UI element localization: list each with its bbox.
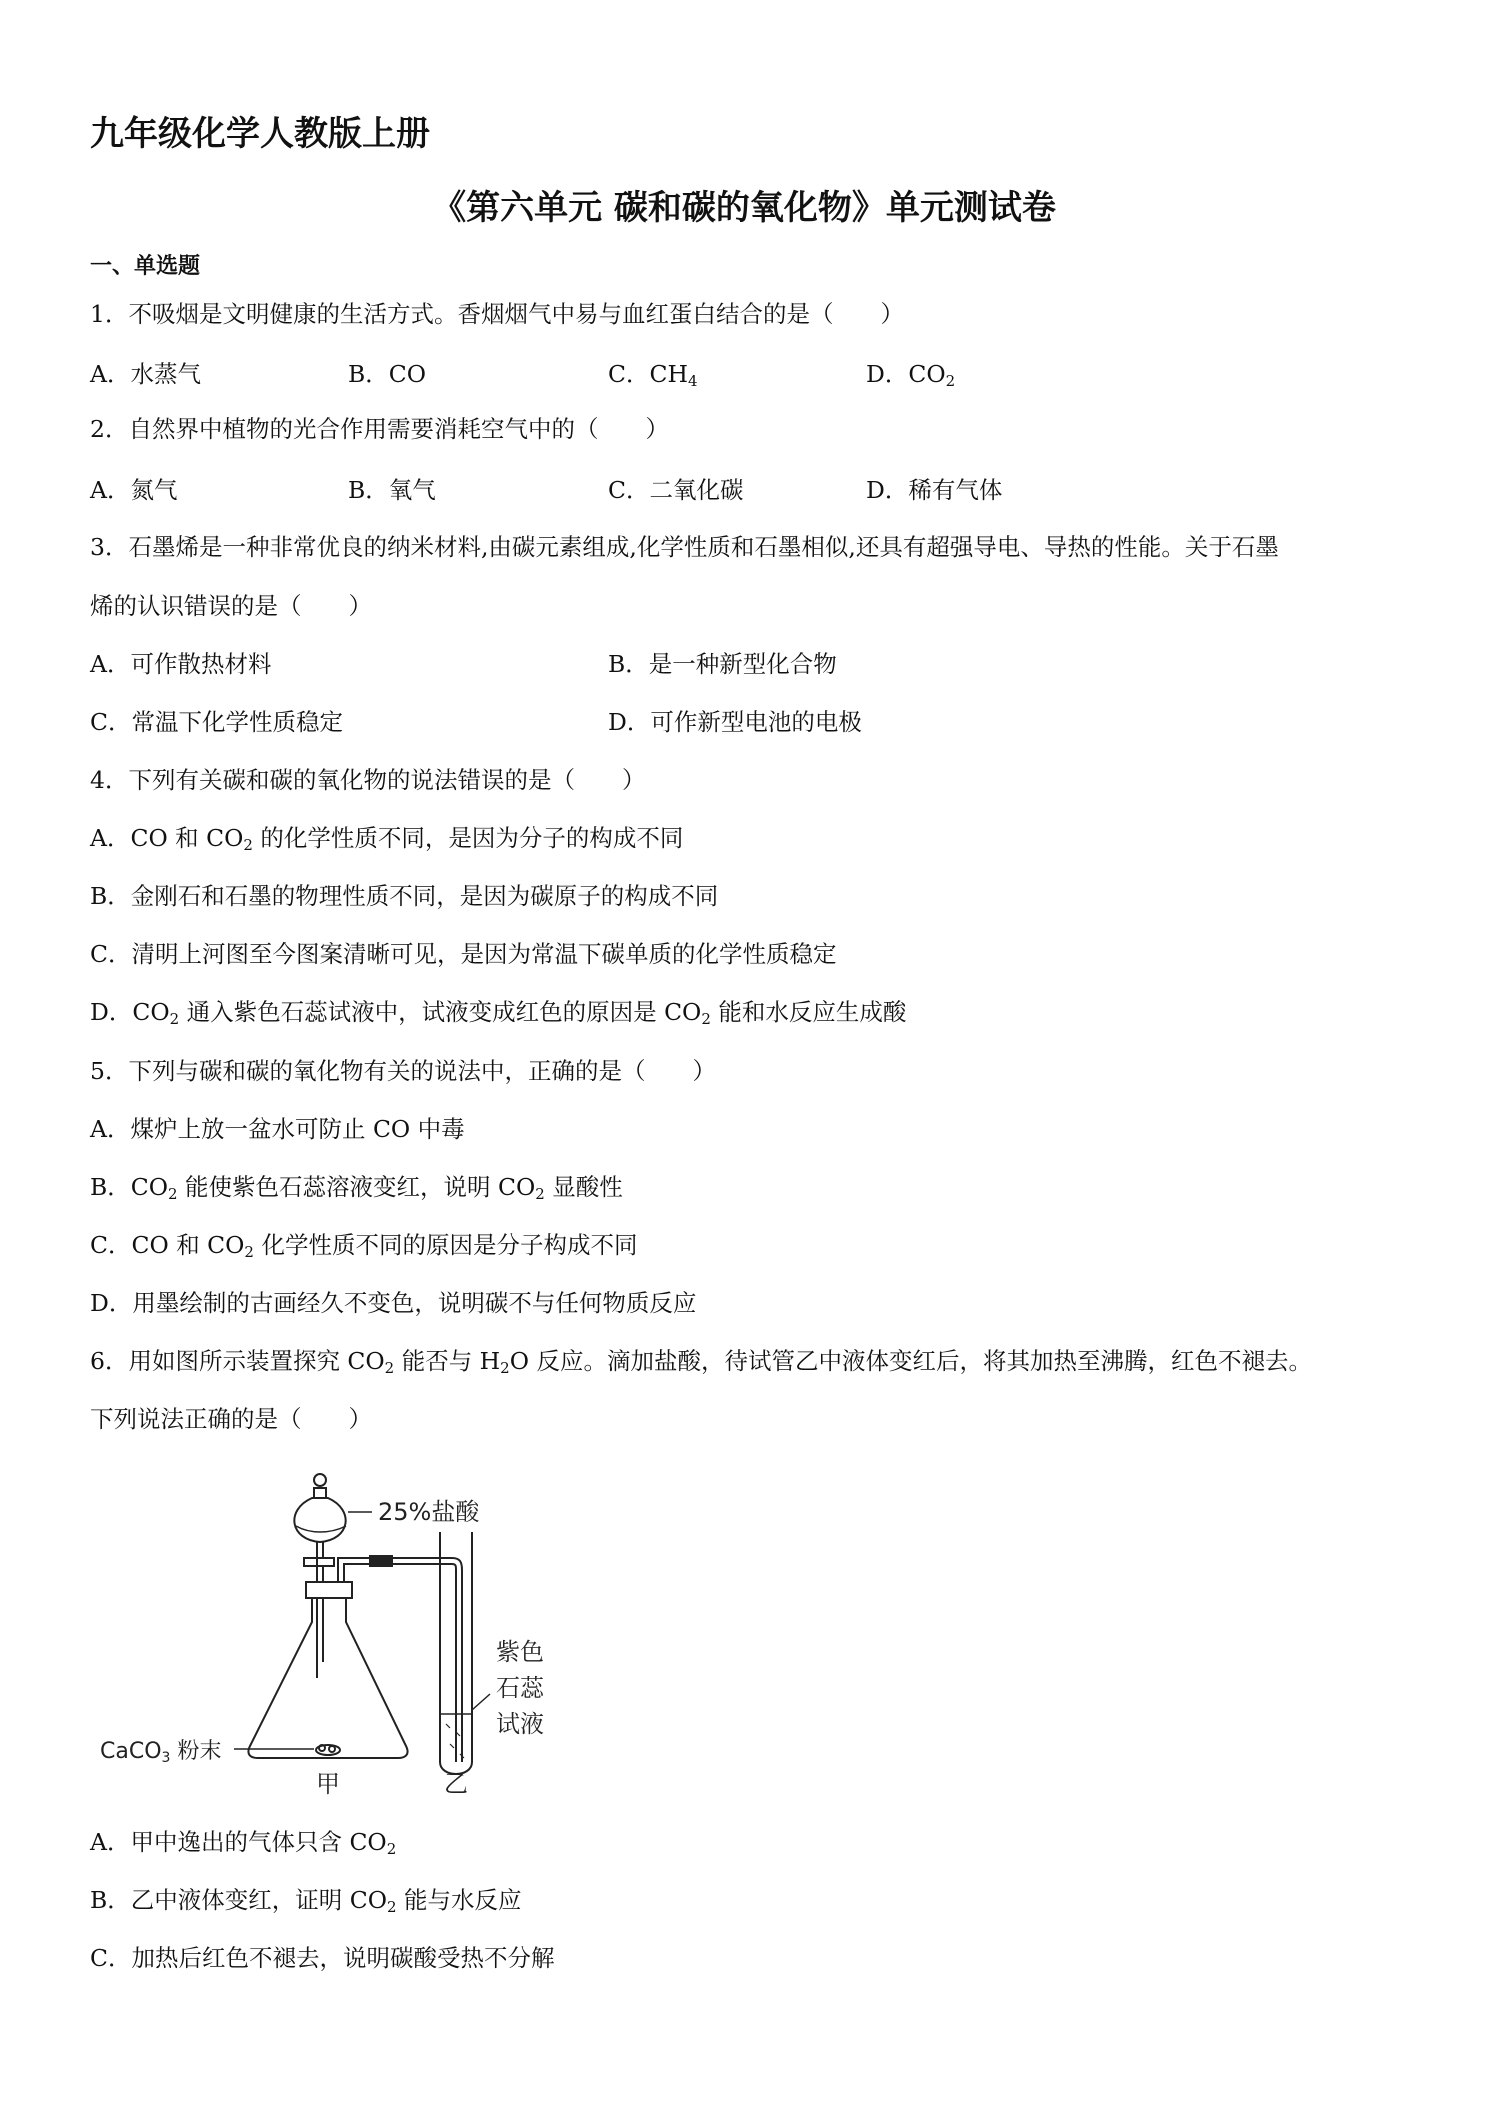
powder-label: CaCO3 粉末: [100, 1739, 222, 1766]
question-3-option-b: B．是一种新型化合物: [608, 650, 837, 678]
acid-label: 25%盐酸: [378, 1498, 480, 1526]
separatory-funnel: [294, 1498, 345, 1542]
question-3-stem-line-1: 3．石墨烯是一种非常优良的纳米材料,由碳元素组成,化学性质和石墨相似,还具有超强导电、导热的性能。关于石墨: [90, 533, 1279, 561]
litmus-label-1: 紫色: [496, 1638, 544, 1666]
question-1-option-a: A．水蒸气: [90, 360, 201, 388]
question-6-stem-line-2: 下列说法正确的是（ ）: [90, 1405, 372, 1433]
question-5-option-a: A．煤炉上放一盆水可防止 CO 中毒: [90, 1115, 465, 1143]
question-5-stem: 5．下列与碳和碳的氧化物有关的说法中，正确的是（ ）: [90, 1057, 716, 1085]
question-4-option-c: C．清明上河图至今图案清晰可见，是因为常温下碳单质的化学性质稳定: [90, 940, 837, 968]
question-3-stem-line-2: 烯的认识错误的是（ ）: [90, 592, 372, 620]
question-6-option-a: A．甲中逸出的气体只含 $CO_2$: [90, 1828, 397, 1858]
question-4-option-b: B．金刚石和石墨的物理性质不同，是因为碳原子的构成不同: [90, 882, 719, 910]
question-1-option-b: B．CO: [348, 360, 427, 388]
question-2-option-d: D．稀有气体: [866, 476, 1003, 504]
question-3-option-c: C．常温下化学性质稳定: [90, 708, 343, 736]
question-6-option-c: C．加热后红色不褪去，说明碳酸受热不分解: [90, 1944, 555, 1972]
funnel-stopper: [314, 1474, 326, 1486]
section-heading: 一、单选题: [90, 254, 201, 279]
question-2-stem: 2．自然界中植物的光合作用需要消耗空气中的（ ）: [90, 415, 669, 443]
question-5-option-b: B．$CO_2$ 能使紫色石蕊溶液变红，说明 $CO_2$ 显酸性: [90, 1173, 623, 1203]
apparatus-diagram: [100, 1462, 580, 1798]
question-5-option-d: D．用墨绘制的古画经久不变色，说明碳不与任何物质反应: [90, 1289, 697, 1317]
rubber-stopper: [306, 1582, 352, 1598]
question-4-option-d: D．$CO_2$ 通入紫色石蕊试液中，试液变成红色的原因是 $CO_2$ 能和水反应生成酸: [90, 998, 907, 1028]
question-5-option-c: C．CO 和 $CO_2$ 化学性质不同的原因是分子构成不同: [90, 1231, 638, 1261]
question-6-stem-line-1: 6．用如图所示装置探究 $CO_2$ 能否与 $H_2O$ 反应。滴加盐酸，待试管乙中液体变红后，将其加热至沸腾，红色不褪去。: [90, 1347, 1312, 1377]
question-3-option-a: A．可作散热材料: [90, 650, 272, 678]
question-6-option-b: B．乙中液体变红，证明 $CO_2$ 能与水反应: [90, 1886, 522, 1916]
question-2-option-b: B．氧气: [348, 476, 436, 504]
question-1-stem: 1．不吸烟是文明健康的生活方式。香烟烟气中易与血红蛋白结合的是（ ）: [90, 300, 904, 328]
tube-label-yi: 乙: [444, 1770, 468, 1798]
question-1-option-c: C．$CH_4$: [608, 360, 698, 390]
litmus-label-2: 石蕊: [496, 1674, 544, 1702]
question-4-option-a: A．CO 和 $CO_2$ 的化学性质不同，是因为分子的构成不同: [90, 824, 684, 854]
question-1-option-d: D．$CO_2$: [866, 360, 956, 390]
question-4-stem: 4．下列有关碳和碳的氧化物的说法错误的是（ ）: [90, 766, 646, 794]
question-2-option-c: C．二氧化碳: [608, 476, 744, 504]
exam-title: 《第六单元 碳和碳的氧化物》单元测试卷: [432, 188, 1056, 228]
conical-flask: [248, 1598, 407, 1758]
page-title: 九年级化学人教版上册: [90, 114, 430, 154]
question-3-option-d: D．可作新型电池的电极: [608, 708, 862, 736]
litmus-label-3: 试液: [496, 1710, 544, 1738]
flask-label-jia: 甲: [316, 1770, 340, 1798]
question-2-option-a: A．氮气: [90, 476, 178, 504]
